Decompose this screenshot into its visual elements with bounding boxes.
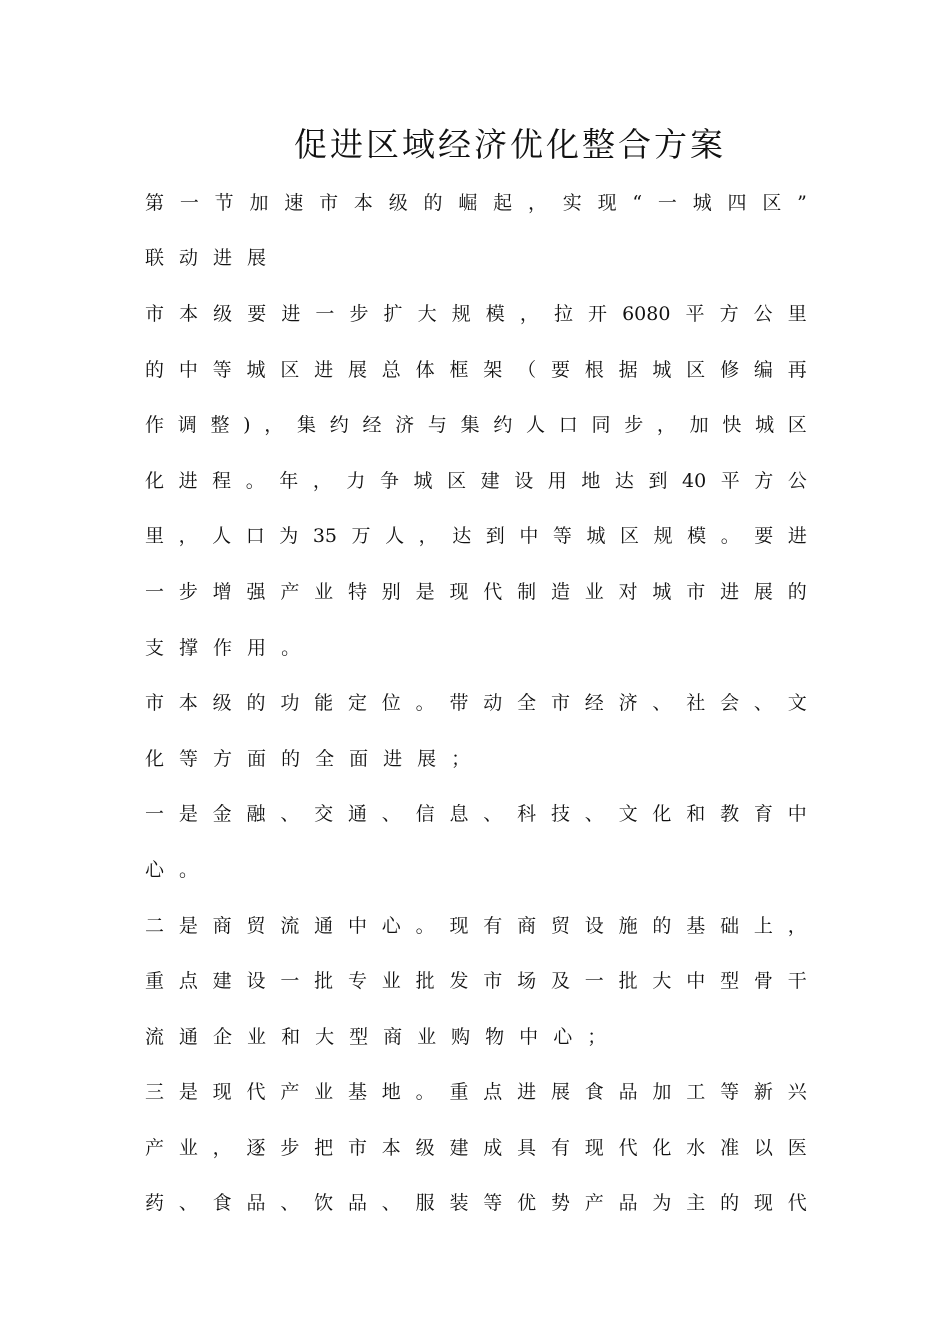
document-body [145,175,807,1231]
text-line: 市 本 级 的 功 能 定 位 。 带 动 全 市 经 济 、 社 会 、 文 [145,692,807,715]
text-line: 的 中 等 城 区 进 展 总 体 框 架 （ 要 根 据 城 区 修 编 再 [145,358,807,381]
text-line: 化 等 方 面 的 全 面 进 展 ； [145,747,471,770]
text-line: 一 步 增 强 产 业 特 别 是 现 代 制 造 业 对 城 市 进 展 的 [145,580,807,603]
text-line: 市 本 级 要 进 一 步 扩 大 规 模 ， 拉 开 6080 平 方 公 里 [145,302,807,325]
text-line: 联 动 进 展 [145,247,267,270]
text-line: 化 进 程 。 年 ， 力 争 城 区 建 设 用 地 达 到 40 平 方 公 [145,469,807,492]
text-line: 药 、 食 品 、 饮 品 、 服 装 等 优 势 产 品 为 主 的 现 代 [145,1192,807,1215]
text-line: 作 调 整 ) ， 集 约 经 济 与 集 约 人 口 同 步 ， 加 快 城 区 [145,414,807,437]
text-line: 流 通 企 业 和 大 型 商 业 购 物 中 心 ； [145,1025,607,1048]
text-line: 第 一 节 加 速 市 本 级 的 崛 起 ， 实 现 “ 一 城 四 区 ” [145,191,807,214]
text-line: 重 点 建 设 一 批 专 业 批 发 市 场 及 一 批 大 中 型 骨 干 [145,970,807,993]
document-title: 促进区域经济优化整合方案 [294,125,726,164]
text-line: 三 是 现 代 产 业 基 地 。 重 点 进 展 食 品 加 工 等 新 兴 [145,1081,807,1104]
text-line: 二 是 商 贸 流 通 中 心 。 现 有 商 贸 设 施 的 基 础 上 ， [145,914,807,937]
text-line: 支 撑 作 用 。 [145,636,301,659]
text-line: 一 是 金 融 、 交 通 、 信 息 、 科 技 、 文 化 和 教 育 中 [145,803,807,826]
text-line: 心 。 [145,858,199,881]
text-line: 产 业 ， 逐 步 把 市 本 级 建 成 具 有 现 代 化 水 准 以 医 [145,1136,807,1159]
text-line: 里 ， 人 口 为 35 万 人 ， 达 到 中 等 城 区 规 模 。 要 进 [145,525,807,548]
